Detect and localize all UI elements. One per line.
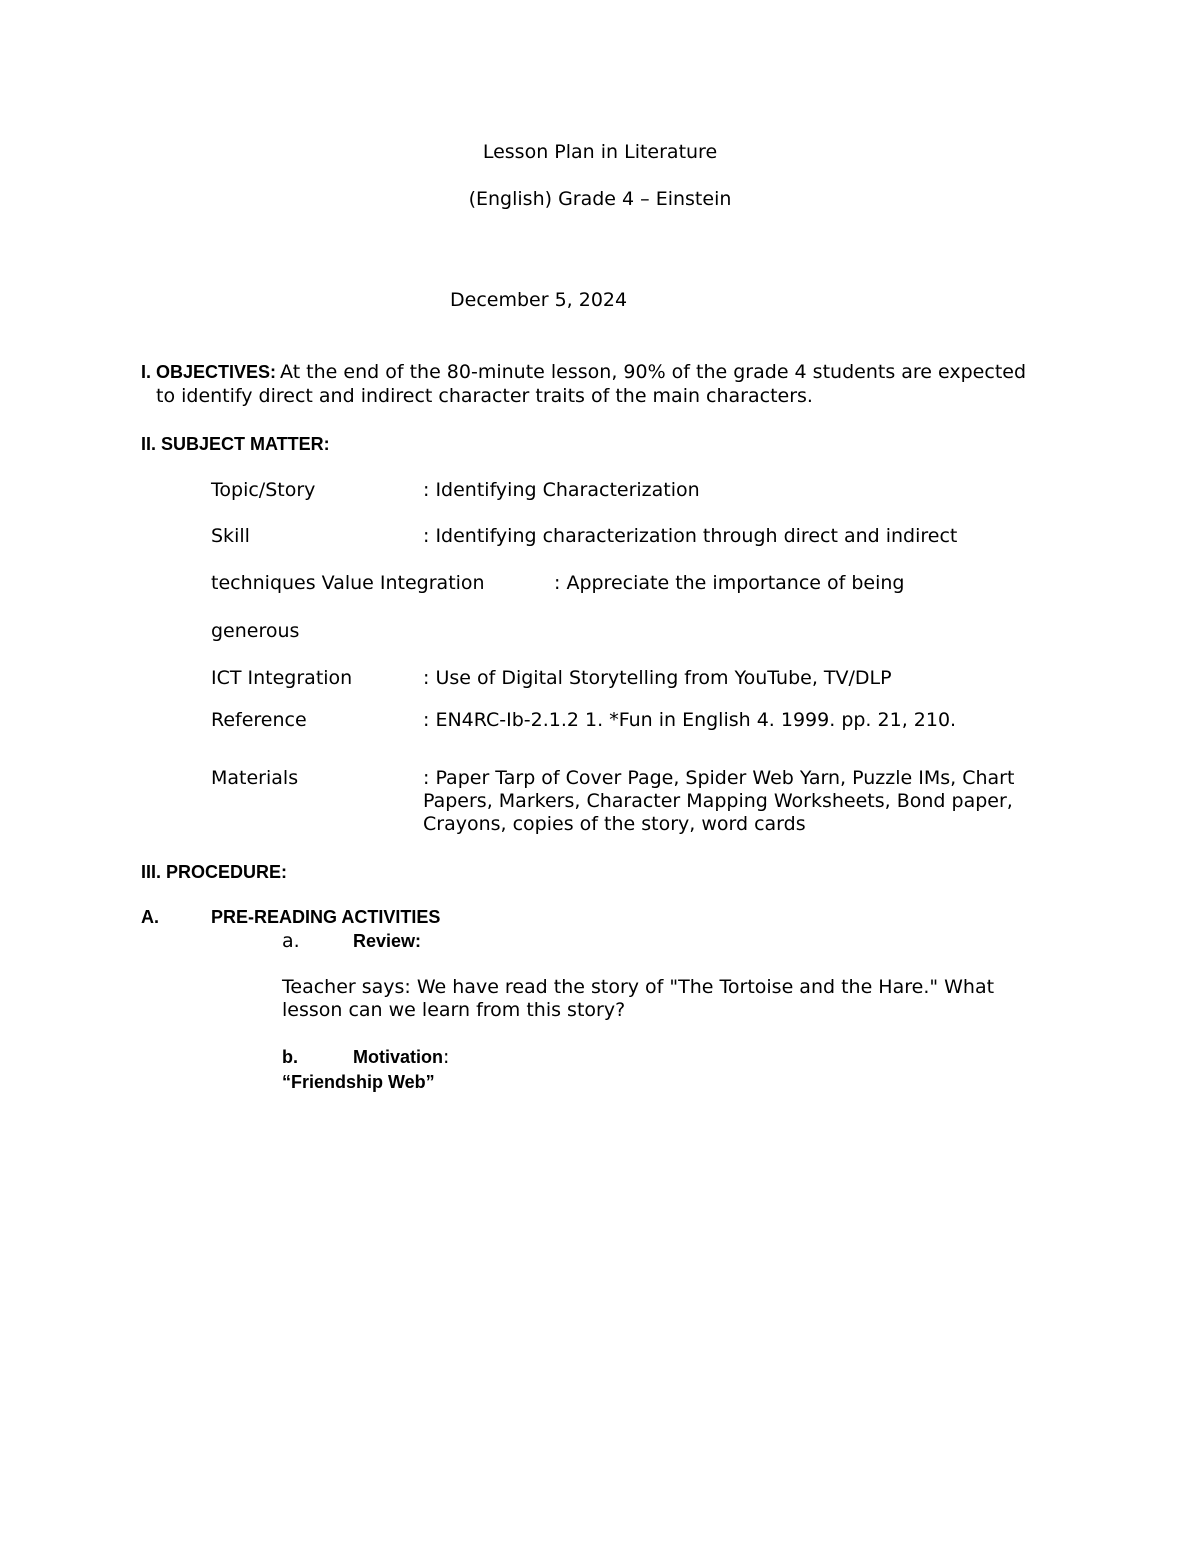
review-line2: lesson can we learn from this story? [282,999,626,1021]
skill-continuation: techniques Value Integration [211,572,485,594]
item-a-letter: a. [282,930,300,952]
materials-line2: Papers, Markers, Character Mapping Worksheets, Bond paper, [423,790,1013,812]
ict-label: ICT Integration [211,667,353,689]
section-a-letter: A. [141,907,159,927]
ict-value: : Use of Digital Storytelling from YouTube, TV/DLP [423,667,892,689]
value-integration-value: : Appreciate the importance of being [554,572,905,594]
item-b-line [353,1046,449,1069]
value-integration-continuation: generous [211,620,300,642]
topic-label: Topic/Story [211,479,316,501]
document-subtitle: (English) Grade 4 – Einstein [468,188,732,210]
item-b-title: Motivation [353,1047,443,1067]
skill-value: : Identifying characterization through direct and indirect [423,525,958,547]
objectives-text: At the end of the 80-minute lesson, 90% of the grade 4 students are expected [280,361,1027,383]
document-title: Lesson Plan in Literature [482,141,718,163]
topic-value: : Identifying Characterization [423,479,700,501]
materials-line3: Crayons, copies of the story, word cards [423,813,806,835]
review-line1: Teacher says: We have read the story of "The Tortoise and the Hare." What [282,976,995,998]
lesson-date: December 5, 2024 [450,289,628,311]
objectives-line2: to identify direct and indirect character traits of the main characters. [156,385,813,407]
procedure-heading: III. PROCEDURE: [141,862,288,882]
reference-label: Reference [211,709,307,731]
item-b-letter: b. [282,1047,298,1067]
item-a-title: Review: [353,931,422,951]
reference-value: : EN4RC-Ib-2.1.2 1. *Fun in English 4. 1999. pp. 21, 210. [423,709,957,731]
subject-matter-heading: II. SUBJECT MATTER: [141,434,330,454]
materials-line1: : Paper Tarp of Cover Page, Spider Web Yarn, Puzzle IMs, Chart [423,767,1015,789]
motivation-title: “Friendship Web” [282,1072,435,1092]
materials-label: Materials [211,767,299,789]
skill-label: Skill [211,525,250,547]
objectives-line1 [141,361,1026,384]
item-b-colon: : [443,1046,450,1068]
objectives-heading: I. OBJECTIVES: [141,362,277,382]
section-a-title: PRE-READING ACTIVITIES [211,907,441,927]
